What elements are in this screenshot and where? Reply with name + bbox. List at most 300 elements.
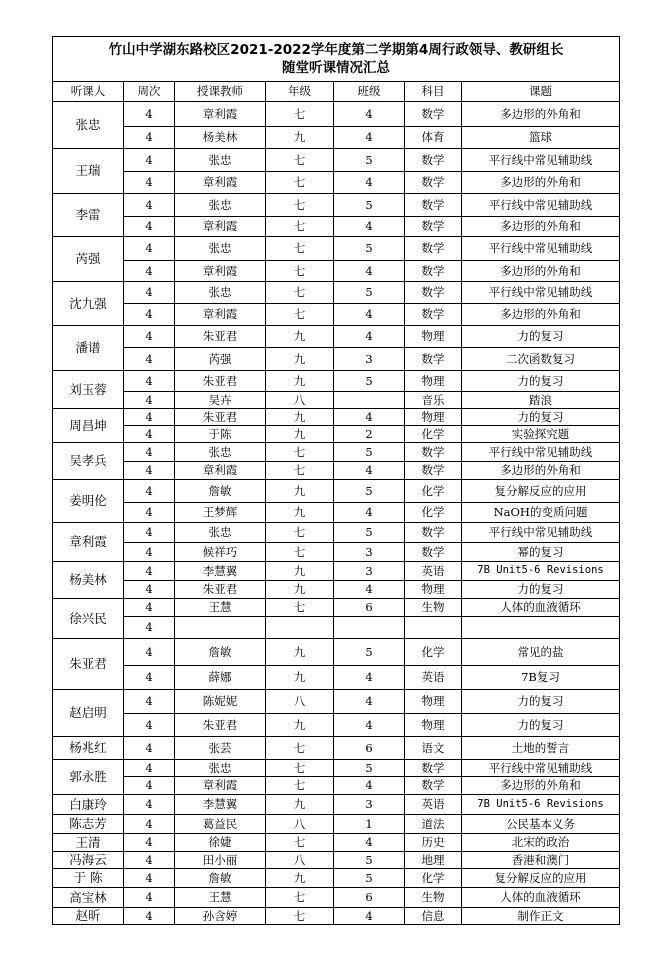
teacher-cell: 张忠 xyxy=(175,443,266,462)
teacher-cell: 孙含婷 xyxy=(175,908,266,925)
table-row xyxy=(53,304,620,326)
teacher-cell: 候祥巧 xyxy=(175,543,266,562)
class-cell: 6 xyxy=(334,737,405,760)
class-cell: 4 xyxy=(334,666,405,690)
topic-cell: 平行线中常见辅助线 xyxy=(462,443,620,462)
topic-cell: 多边形的外角和 xyxy=(462,304,620,326)
week-cell: 4 xyxy=(124,737,175,760)
table-row xyxy=(53,666,620,690)
subject-cell xyxy=(405,617,462,639)
teacher-cell: 吴卉 xyxy=(175,392,266,409)
week-cell: 4 xyxy=(124,348,175,371)
subject-cell: 数学 xyxy=(405,172,462,194)
subject-cell: 化学 xyxy=(405,503,462,523)
teacher-cell: 詹敏 xyxy=(175,639,266,666)
subject-cell: 生物 xyxy=(405,599,462,617)
teacher-cell: 章利霞 xyxy=(175,261,266,282)
subject-cell: 数学 xyxy=(405,102,462,127)
table-row xyxy=(53,261,620,282)
subject-cell: 数学 xyxy=(405,462,462,480)
teacher-cell: 李慧翼 xyxy=(175,795,266,815)
subject-cell: 数学 xyxy=(405,348,462,371)
class-cell: 5 xyxy=(334,869,405,888)
table-row xyxy=(53,217,620,237)
listener-cell: 朱亚君 xyxy=(53,639,124,690)
teacher-cell: 张忠 xyxy=(175,194,266,217)
subject-cell: 数学 xyxy=(405,237,462,261)
topic-cell: 平行线中常见辅助线 xyxy=(462,237,620,261)
table-row xyxy=(53,348,620,371)
week-cell: 4 xyxy=(124,666,175,690)
table-row xyxy=(53,599,620,617)
teacher-cell: 章利霞 xyxy=(175,102,266,127)
subject-cell: 物理 xyxy=(405,690,462,714)
week-cell: 4 xyxy=(124,127,175,149)
teacher-cell: 李慧翼 xyxy=(175,562,266,581)
listener-cell: 冯海云 xyxy=(53,852,124,869)
grade-cell: 九 xyxy=(266,371,334,392)
header-grade: 年级 xyxy=(266,82,334,102)
grade-cell: 七 xyxy=(266,737,334,760)
teacher-cell: 詹敏 xyxy=(175,869,266,888)
week-cell: 4 xyxy=(124,503,175,523)
topic-cell: 平行线中常见辅助线 xyxy=(462,149,620,172)
class-cell: 4 xyxy=(334,304,405,326)
week-cell: 4 xyxy=(124,852,175,869)
grade-cell: 七 xyxy=(266,443,334,462)
teacher-cell: 张忠 xyxy=(175,282,266,304)
topic-cell: 北宋的政治 xyxy=(462,834,620,852)
topic-cell: 香港和澳门 xyxy=(462,852,620,869)
subject-cell: 数学 xyxy=(405,304,462,326)
table-row xyxy=(53,737,620,760)
table-row xyxy=(53,543,620,562)
subject-cell: 数学 xyxy=(405,217,462,237)
table-row xyxy=(53,149,620,172)
teacher-cell: 章利霞 xyxy=(175,777,266,795)
subject-cell: 数学 xyxy=(405,543,462,562)
subject-cell: 道法 xyxy=(405,815,462,834)
listener-cell: 王清 xyxy=(53,834,124,852)
table-row xyxy=(53,172,620,194)
subject-cell: 物理 xyxy=(405,714,462,737)
subject-cell: 体育 xyxy=(405,127,462,149)
table-row xyxy=(53,127,620,149)
table-row xyxy=(53,760,620,777)
class-cell: 4 xyxy=(334,409,405,426)
class-cell: 4 xyxy=(334,581,405,599)
class-cell: 4 xyxy=(334,102,405,127)
table-row xyxy=(53,888,620,908)
week-cell: 4 xyxy=(124,371,175,392)
grade-cell: 九 xyxy=(266,409,334,426)
teacher-cell: 朱亚君 xyxy=(175,581,266,599)
topic-cell: 力的复习 xyxy=(462,581,620,599)
class-cell: 6 xyxy=(334,888,405,908)
table-row xyxy=(53,102,620,127)
listener-cell: 徐兴民 xyxy=(53,599,124,639)
topic-cell: 平行线中常见辅助线 xyxy=(462,760,620,777)
grade-cell: 七 xyxy=(266,760,334,777)
class-cell: 1 xyxy=(334,815,405,834)
week-cell: 4 xyxy=(124,102,175,127)
week-cell: 4 xyxy=(124,426,175,443)
teacher-cell: 薛娜 xyxy=(175,666,266,690)
topic-cell: 踏浪 xyxy=(462,392,620,409)
title-line-2: 随堂听课情况汇总 xyxy=(282,59,390,76)
table-row xyxy=(53,852,620,869)
table-row xyxy=(53,503,620,523)
listener-cell: 白康玲 xyxy=(53,795,124,815)
week-cell: 4 xyxy=(124,194,175,217)
topic-cell: 二次函数复习 xyxy=(462,348,620,371)
subject-cell: 音乐 xyxy=(405,392,462,409)
topic-cell: 7B Unit5-6 Revisions xyxy=(462,795,620,815)
topic-cell: 平行线中常见辅助线 xyxy=(462,523,620,543)
grade-cell: 七 xyxy=(266,217,334,237)
subject-cell: 数学 xyxy=(405,194,462,217)
week-cell: 4 xyxy=(124,908,175,925)
grade-cell: 七 xyxy=(266,908,334,925)
grade-cell: 九 xyxy=(266,869,334,888)
grade-cell: 七 xyxy=(266,261,334,282)
class-cell: 2 xyxy=(334,426,405,443)
grade-cell: 八 xyxy=(266,815,334,834)
listener-cell: 陈志芳 xyxy=(53,815,124,834)
week-cell: 4 xyxy=(124,443,175,462)
table-row xyxy=(53,815,620,834)
week-cell: 4 xyxy=(124,480,175,503)
grade-cell: 七 xyxy=(266,523,334,543)
teacher-cell: 章利霞 xyxy=(175,304,266,326)
week-cell: 4 xyxy=(124,581,175,599)
subject-cell: 英语 xyxy=(405,666,462,690)
subject-cell: 数学 xyxy=(405,523,462,543)
table-body xyxy=(53,102,620,925)
grade-cell: 七 xyxy=(266,102,334,127)
week-cell: 4 xyxy=(124,834,175,852)
table-row xyxy=(53,562,620,581)
grade-cell: 七 xyxy=(266,172,334,194)
class-cell: 4 xyxy=(334,172,405,194)
week-cell: 4 xyxy=(124,690,175,714)
teacher-cell: 田小丽 xyxy=(175,852,266,869)
subject-cell: 化学 xyxy=(405,480,462,503)
listener-cell: 杨美林 xyxy=(53,562,124,599)
topic-cell: 幂的复习 xyxy=(462,543,620,562)
week-cell: 4 xyxy=(124,639,175,666)
class-cell: 4 xyxy=(334,777,405,795)
week-cell: 4 xyxy=(124,777,175,795)
class-cell: 5 xyxy=(334,760,405,777)
grade-cell: 九 xyxy=(266,426,334,443)
grade-cell: 九 xyxy=(266,503,334,523)
week-cell: 4 xyxy=(124,714,175,737)
teacher-cell: 张忠 xyxy=(175,523,266,543)
table-row xyxy=(53,795,620,815)
class-cell: 5 xyxy=(334,149,405,172)
table-row xyxy=(53,834,620,852)
grade-cell xyxy=(266,617,334,639)
grade-cell: 七 xyxy=(266,834,334,852)
week-cell: 4 xyxy=(124,599,175,617)
week-cell: 4 xyxy=(124,409,175,426)
table-row xyxy=(53,282,620,304)
week-cell: 4 xyxy=(124,326,175,348)
class-cell: 5 xyxy=(334,443,405,462)
table-row xyxy=(53,617,620,639)
class-cell: 4 xyxy=(334,908,405,925)
week-cell: 4 xyxy=(124,261,175,282)
listener-cell: 王瑞 xyxy=(53,149,124,194)
table-row xyxy=(53,194,620,217)
teacher-cell: 章利霞 xyxy=(175,462,266,480)
topic-cell: 公民基本义务 xyxy=(462,815,620,834)
subject-cell: 信息 xyxy=(405,908,462,925)
grade-cell: 七 xyxy=(266,888,334,908)
class-cell: 4 xyxy=(334,326,405,348)
subject-cell: 化学 xyxy=(405,639,462,666)
teacher-cell: 朱亚君 xyxy=(175,326,266,348)
class-cell: 5 xyxy=(334,282,405,304)
header-teacher: 授课教师 xyxy=(175,82,266,102)
subject-cell: 历史 xyxy=(405,834,462,852)
table-row xyxy=(53,639,620,666)
summary-sheet xyxy=(52,36,619,925)
topic-cell: 人体的血液循环 xyxy=(462,599,620,617)
class-cell: 3 xyxy=(334,795,405,815)
table-row xyxy=(53,714,620,737)
grade-cell: 八 xyxy=(266,690,334,714)
table-row xyxy=(53,409,620,426)
teacher-cell xyxy=(175,617,266,639)
listener-cell: 赵昕 xyxy=(53,908,124,925)
grade-cell: 八 xyxy=(266,852,334,869)
grade-cell: 七 xyxy=(266,462,334,480)
grade-cell: 九 xyxy=(266,562,334,581)
subject-cell: 物理 xyxy=(405,581,462,599)
class-cell: 5 xyxy=(334,639,405,666)
grade-cell: 九 xyxy=(266,348,334,371)
listener-cell: 于 陈 xyxy=(53,869,124,888)
teacher-cell: 王梦辉 xyxy=(175,503,266,523)
class-cell: 4 xyxy=(334,503,405,523)
topic-cell: 复分解反应的应用 xyxy=(462,869,620,888)
observation-table xyxy=(52,36,620,925)
header-class: 班级 xyxy=(334,82,405,102)
table-row xyxy=(53,326,620,348)
listener-cell: 吴孝兵 xyxy=(53,443,124,480)
grade-cell: 九 xyxy=(266,795,334,815)
topic-cell: 多边形的外角和 xyxy=(462,102,620,127)
week-cell: 4 xyxy=(124,149,175,172)
week-cell: 4 xyxy=(124,172,175,194)
header-listener: 听课人 xyxy=(53,82,124,102)
grade-cell: 九 xyxy=(266,714,334,737)
listener-cell: 沈九强 xyxy=(53,282,124,326)
grade-cell: 八 xyxy=(266,392,334,409)
week-cell: 4 xyxy=(124,795,175,815)
table-row xyxy=(53,462,620,480)
subject-cell: 物理 xyxy=(405,409,462,426)
topic-cell: 复分解反应的应用 xyxy=(462,480,620,503)
grade-cell: 七 xyxy=(266,543,334,562)
listener-cell: 李雷 xyxy=(53,194,124,237)
week-cell: 4 xyxy=(124,304,175,326)
header-week: 周次 xyxy=(124,82,175,102)
topic-cell xyxy=(462,617,620,639)
topic-cell: 多边形的外角和 xyxy=(462,462,620,480)
listener-cell: 赵启明 xyxy=(53,690,124,737)
grade-cell: 九 xyxy=(266,326,334,348)
teacher-cell: 王慧 xyxy=(175,599,266,617)
topic-cell: 力的复习 xyxy=(462,371,620,392)
header-row xyxy=(53,82,620,102)
class-cell: 4 xyxy=(334,834,405,852)
table-row xyxy=(53,690,620,714)
topic-cell: 多边形的外角和 xyxy=(462,777,620,795)
topic-cell: 7B复习 xyxy=(462,666,620,690)
listener-cell: 刘玉蓉 xyxy=(53,371,124,409)
teacher-cell: 朱亚君 xyxy=(175,714,266,737)
topic-cell: 力的复习 xyxy=(462,690,620,714)
grade-cell: 七 xyxy=(266,777,334,795)
subject-cell: 生物 xyxy=(405,888,462,908)
listener-cell: 高宝林 xyxy=(53,888,124,908)
grade-cell: 七 xyxy=(266,237,334,261)
class-cell: 4 xyxy=(334,690,405,714)
week-cell: 4 xyxy=(124,523,175,543)
table-row xyxy=(53,480,620,503)
subject-cell: 数学 xyxy=(405,777,462,795)
topic-cell: 力的复习 xyxy=(462,714,620,737)
class-cell: 5 xyxy=(334,237,405,261)
grade-cell: 七 xyxy=(266,194,334,217)
teacher-cell: 葛益民 xyxy=(175,815,266,834)
grade-cell: 七 xyxy=(266,282,334,304)
teacher-cell: 章利霞 xyxy=(175,172,266,194)
week-cell: 4 xyxy=(124,392,175,409)
subject-cell: 数学 xyxy=(405,443,462,462)
subject-cell: 数学 xyxy=(405,261,462,282)
class-cell: 5 xyxy=(334,371,405,392)
table-row xyxy=(53,443,620,462)
class-cell: 5 xyxy=(334,523,405,543)
topic-cell: 制作正文 xyxy=(462,908,620,925)
subject-cell: 数学 xyxy=(405,149,462,172)
header-topic: 课题 xyxy=(462,82,620,102)
topic-cell: 人体的血液循环 xyxy=(462,888,620,908)
topic-cell: 多边形的外角和 xyxy=(462,172,620,194)
grade-cell: 七 xyxy=(266,599,334,617)
teacher-cell: 王慧 xyxy=(175,888,266,908)
class-cell: 3 xyxy=(334,348,405,371)
week-cell: 4 xyxy=(124,617,175,639)
teacher-cell: 张芸 xyxy=(175,737,266,760)
class-cell: 4 xyxy=(334,261,405,282)
subject-cell: 英语 xyxy=(405,562,462,581)
subject-cell: 数学 xyxy=(405,282,462,304)
subject-cell: 英语 xyxy=(405,795,462,815)
teacher-cell: 詹敏 xyxy=(175,480,266,503)
week-cell: 4 xyxy=(124,237,175,261)
listener-cell: 周昌坤 xyxy=(53,409,124,443)
subject-cell: 数学 xyxy=(405,760,462,777)
subject-cell: 语文 xyxy=(405,737,462,760)
table-row xyxy=(53,371,620,392)
grade-cell: 九 xyxy=(266,581,334,599)
listener-cell: 杨兆红 xyxy=(53,737,124,760)
week-cell: 4 xyxy=(124,543,175,562)
teacher-cell: 于陈 xyxy=(175,426,266,443)
week-cell: 4 xyxy=(124,562,175,581)
teacher-cell: 张忠 xyxy=(175,237,266,261)
teacher-cell: 杨美林 xyxy=(175,127,266,149)
topic-cell: 力的复习 xyxy=(462,409,620,426)
class-cell: 3 xyxy=(334,543,405,562)
listener-cell: 章利霞 xyxy=(53,523,124,562)
topic-cell: 篮球 xyxy=(462,127,620,149)
teacher-cell: 章利霞 xyxy=(175,217,266,237)
week-cell: 4 xyxy=(124,815,175,834)
table-row xyxy=(53,869,620,888)
grade-cell: 九 xyxy=(266,480,334,503)
week-cell: 4 xyxy=(124,888,175,908)
topic-cell: 平行线中常见辅助线 xyxy=(462,282,620,304)
listener-cell: 芮强 xyxy=(53,237,124,282)
class-cell xyxy=(334,617,405,639)
topic-cell: 常见的盐 xyxy=(462,639,620,666)
week-cell: 4 xyxy=(124,217,175,237)
table-row xyxy=(53,581,620,599)
teacher-cell: 张忠 xyxy=(175,760,266,777)
topic-cell: 力的复习 xyxy=(462,326,620,348)
listener-cell: 郭永胜 xyxy=(53,760,124,795)
teacher-cell: 陈妮妮 xyxy=(175,690,266,714)
grade-cell: 九 xyxy=(266,666,334,690)
listener-cell: 姜明伦 xyxy=(53,480,124,523)
week-cell: 4 xyxy=(124,760,175,777)
teacher-cell: 张忠 xyxy=(175,149,266,172)
listener-cell: 潘谱 xyxy=(53,326,124,371)
class-cell: 4 xyxy=(334,462,405,480)
table-row xyxy=(53,426,620,443)
subject-cell: 物理 xyxy=(405,371,462,392)
subject-cell: 地理 xyxy=(405,852,462,869)
teacher-cell: 朱亚君 xyxy=(175,409,266,426)
table-row xyxy=(53,523,620,543)
teacher-cell: 朱亚君 xyxy=(175,371,266,392)
teacher-cell: 徐婕 xyxy=(175,834,266,852)
subject-cell: 物理 xyxy=(405,326,462,348)
week-cell: 4 xyxy=(124,282,175,304)
class-cell: 5 xyxy=(334,852,405,869)
listener-cell: 张忠 xyxy=(53,102,124,149)
grade-cell: 七 xyxy=(266,304,334,326)
title-line-1: 竹山中学湖东路校区2021-2022学年度第二学期第4周行政领导、教研组长 xyxy=(108,41,564,58)
table-title xyxy=(53,37,620,82)
header-subject: 科目 xyxy=(405,82,462,102)
table-row xyxy=(53,237,620,261)
teacher-cell: 芮强 xyxy=(175,348,266,371)
topic-cell: 7B Unit5-6 Revisions xyxy=(462,562,620,581)
title-row xyxy=(53,37,620,82)
topic-cell: NaOH的变质问题 xyxy=(462,503,620,523)
grade-cell: 九 xyxy=(266,127,334,149)
class-cell xyxy=(334,392,405,409)
table-row xyxy=(53,908,620,925)
class-cell: 4 xyxy=(334,714,405,737)
